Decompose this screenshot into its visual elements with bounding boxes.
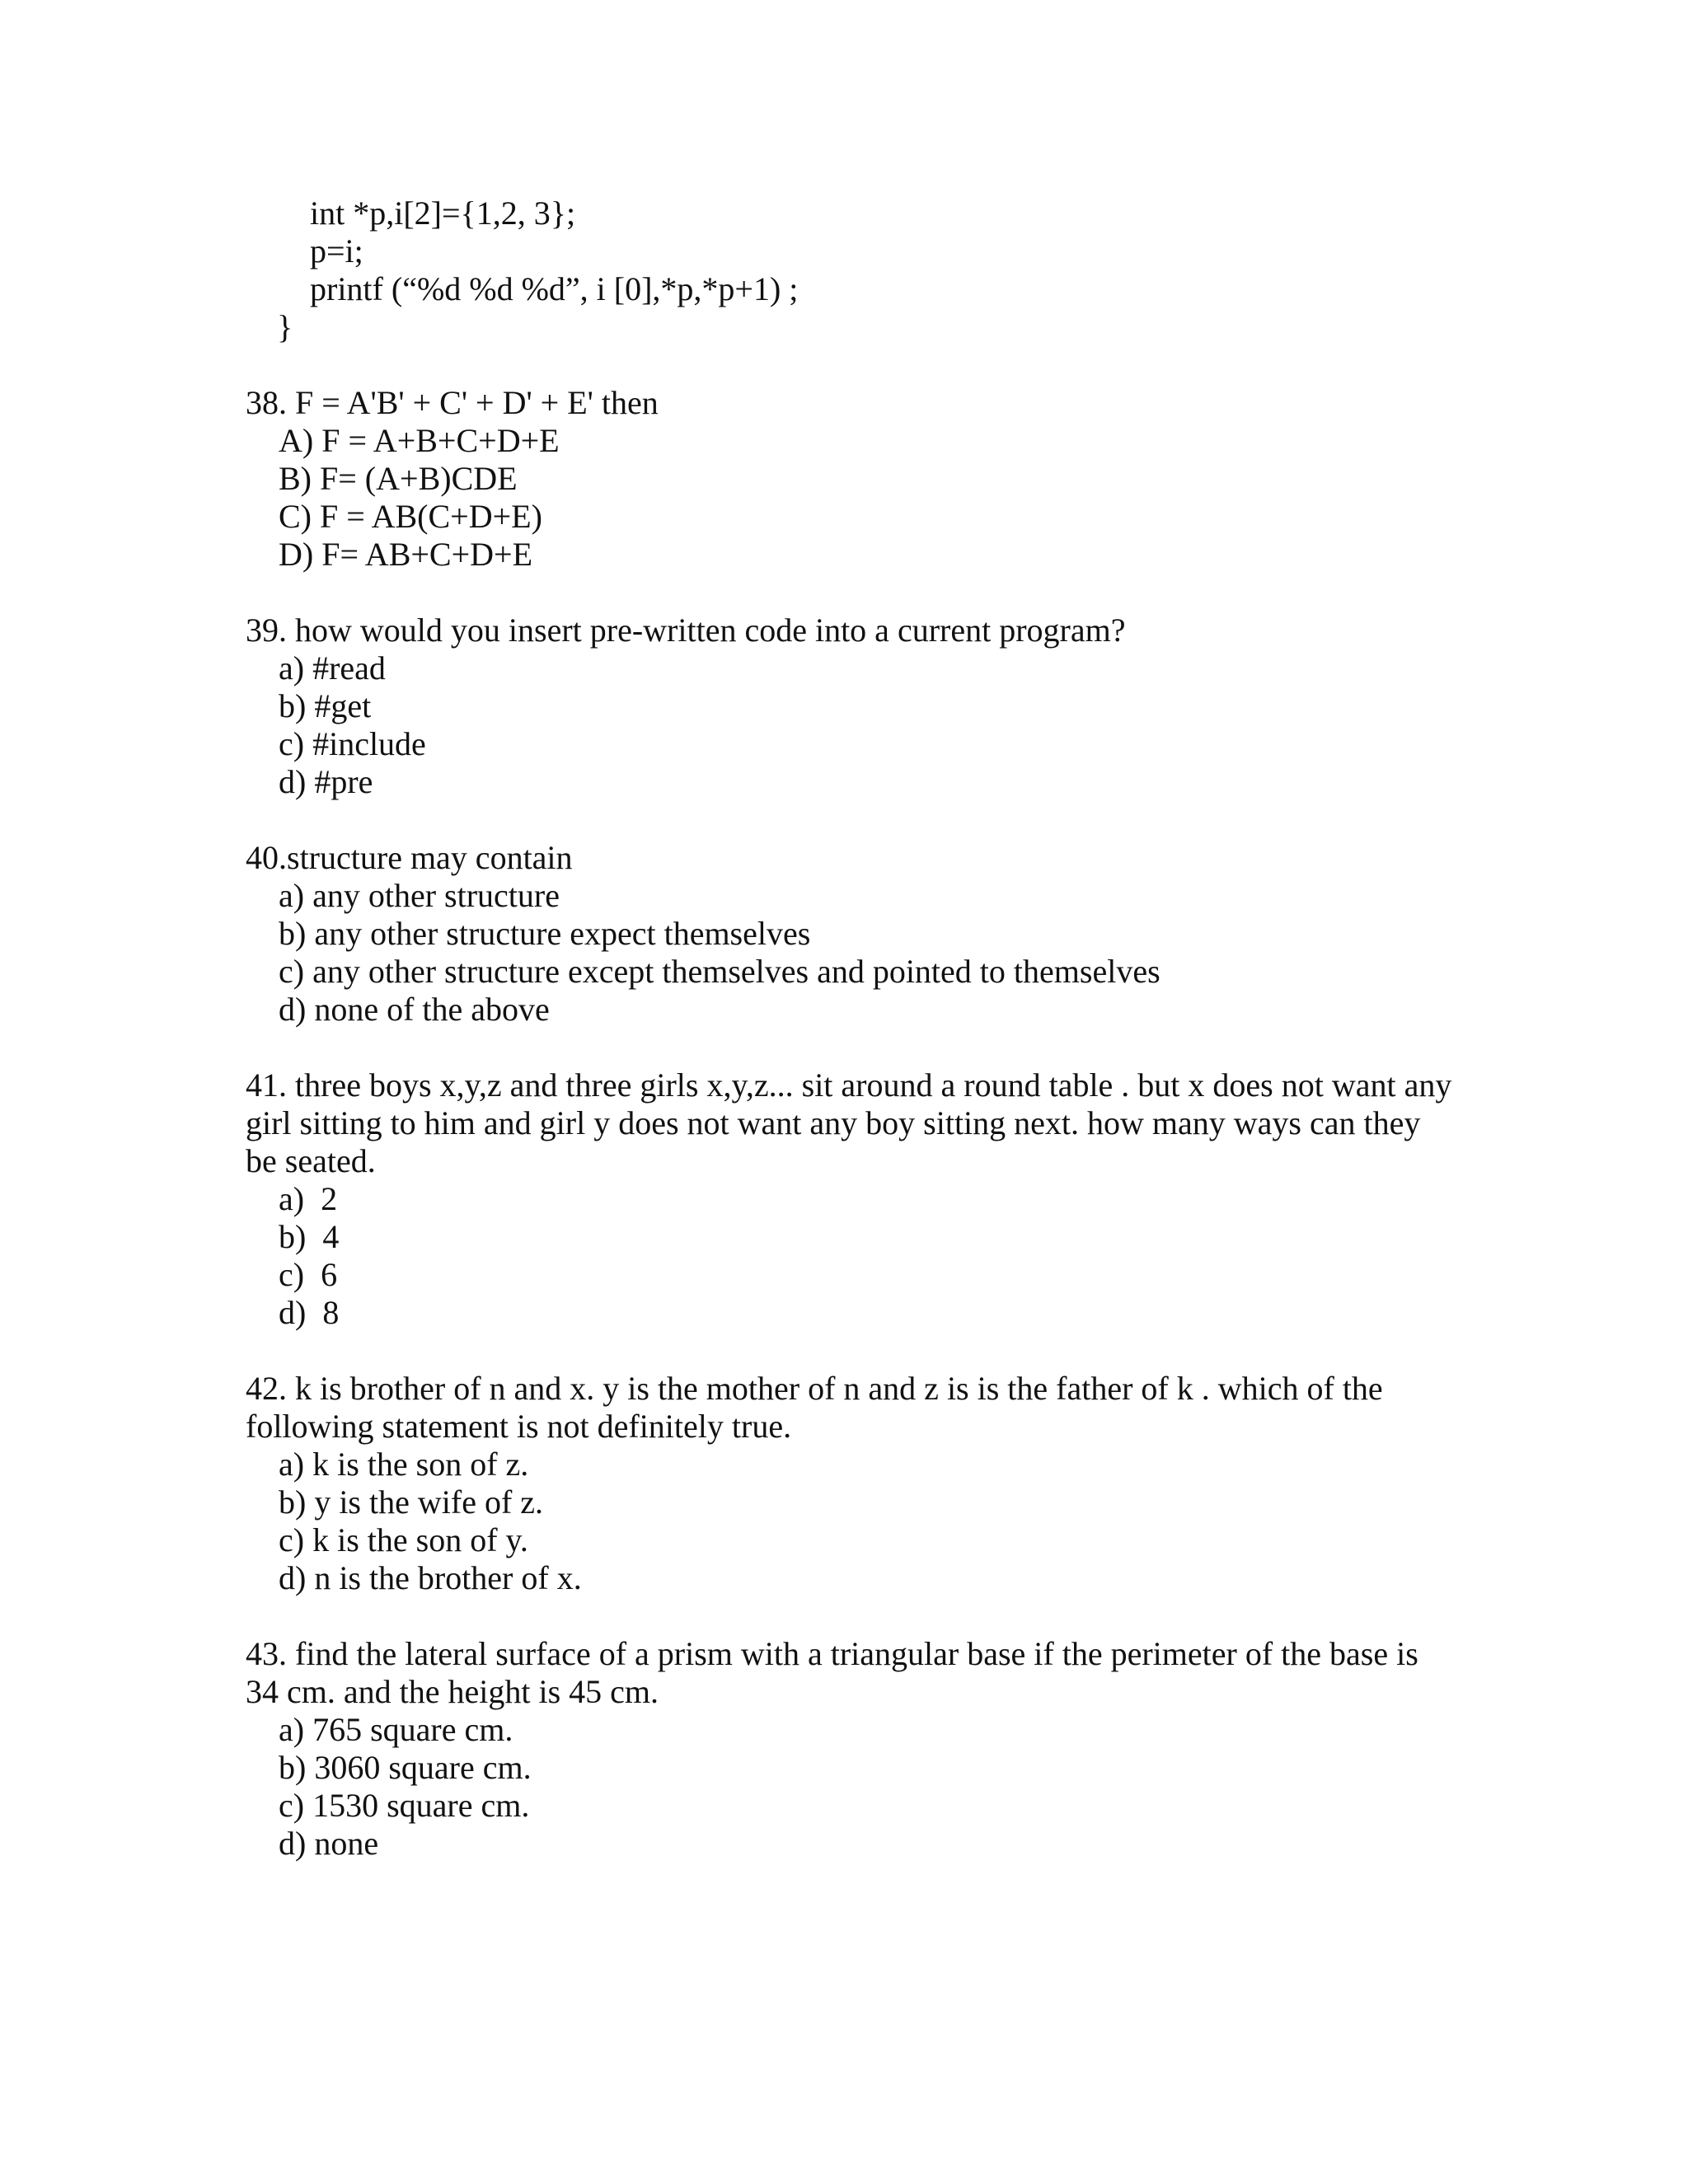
option: d) none bbox=[279, 1825, 379, 1862]
question-43 bbox=[246, 1635, 1457, 1863]
question-42 bbox=[246, 1370, 1457, 1597]
option: c) #include bbox=[279, 725, 426, 762]
option: d) none of the above bbox=[279, 991, 550, 1028]
option: A) F = A+B+C+D+E bbox=[279, 422, 560, 459]
option: c) 6 bbox=[279, 1256, 338, 1293]
option: b) 4 bbox=[279, 1218, 340, 1255]
option: b) any other structure expect themselves bbox=[279, 915, 811, 952]
option: D) F= AB+C+D+E bbox=[279, 536, 533, 573]
option: d) #pre bbox=[279, 763, 373, 800]
option: a) 2 bbox=[279, 1180, 338, 1217]
option: b) y is the wife of z. bbox=[279, 1483, 544, 1521]
option: C) F = AB(C+D+E) bbox=[279, 498, 542, 535]
option: c) 1530 square cm. bbox=[279, 1787, 530, 1824]
question-text: 43. find the lateral surface of a prism with a triangular base if the perimeter of the base is 34 cm. and the height is 45 cm. bbox=[246, 1635, 1418, 1710]
option: B) F= (A+B)CDE bbox=[279, 460, 518, 497]
option: c) k is the son of y. bbox=[279, 1521, 528, 1558]
option: a) #read bbox=[279, 649, 386, 687]
code-closing-brace: } bbox=[277, 308, 293, 345]
question-text: 39. how would you insert pre-written code into a current program? bbox=[246, 612, 1126, 649]
option: a) k is the son of z. bbox=[279, 1446, 529, 1483]
question-39 bbox=[246, 612, 1457, 801]
option: d) 8 bbox=[279, 1294, 340, 1331]
question-40 bbox=[246, 839, 1457, 1029]
question-38 bbox=[246, 384, 1457, 574]
question-text: 38. F = A'B' + C' + D' + E' then bbox=[246, 384, 659, 421]
code-line: int *p,i[2]={1,2, 3}; bbox=[310, 194, 576, 232]
question-text: 42. k is brother of n and x. y is the mother of n and z is is the father of k . which of the following statement is not definitely true. bbox=[246, 1370, 1383, 1445]
question-41 bbox=[246, 1066, 1457, 1332]
question-text: 40.structure may contain bbox=[246, 839, 573, 876]
option: c) any other structure except themselves and pointed to themselves bbox=[279, 953, 1160, 990]
question-text: 41. three boys x,y,z and three girls x,y,z... sit around a round table . but x does not want any girl sitting to him and girl y does not want any boy sitting next. how many ways can they be seated. bbox=[246, 1066, 1452, 1179]
code-line: p=i; bbox=[310, 232, 363, 269]
option: b) #get bbox=[279, 687, 372, 724]
code-line: printf (“%d %d %d”, i [0],*p,*p+1) ; bbox=[310, 270, 799, 307]
code-snippet bbox=[277, 194, 799, 346]
option: b) 3060 square cm. bbox=[279, 1749, 532, 1786]
option: a) any other structure bbox=[279, 877, 560, 914]
option: d) n is the brother of x. bbox=[279, 1559, 582, 1596]
option: a) 765 square cm. bbox=[279, 1711, 513, 1748]
